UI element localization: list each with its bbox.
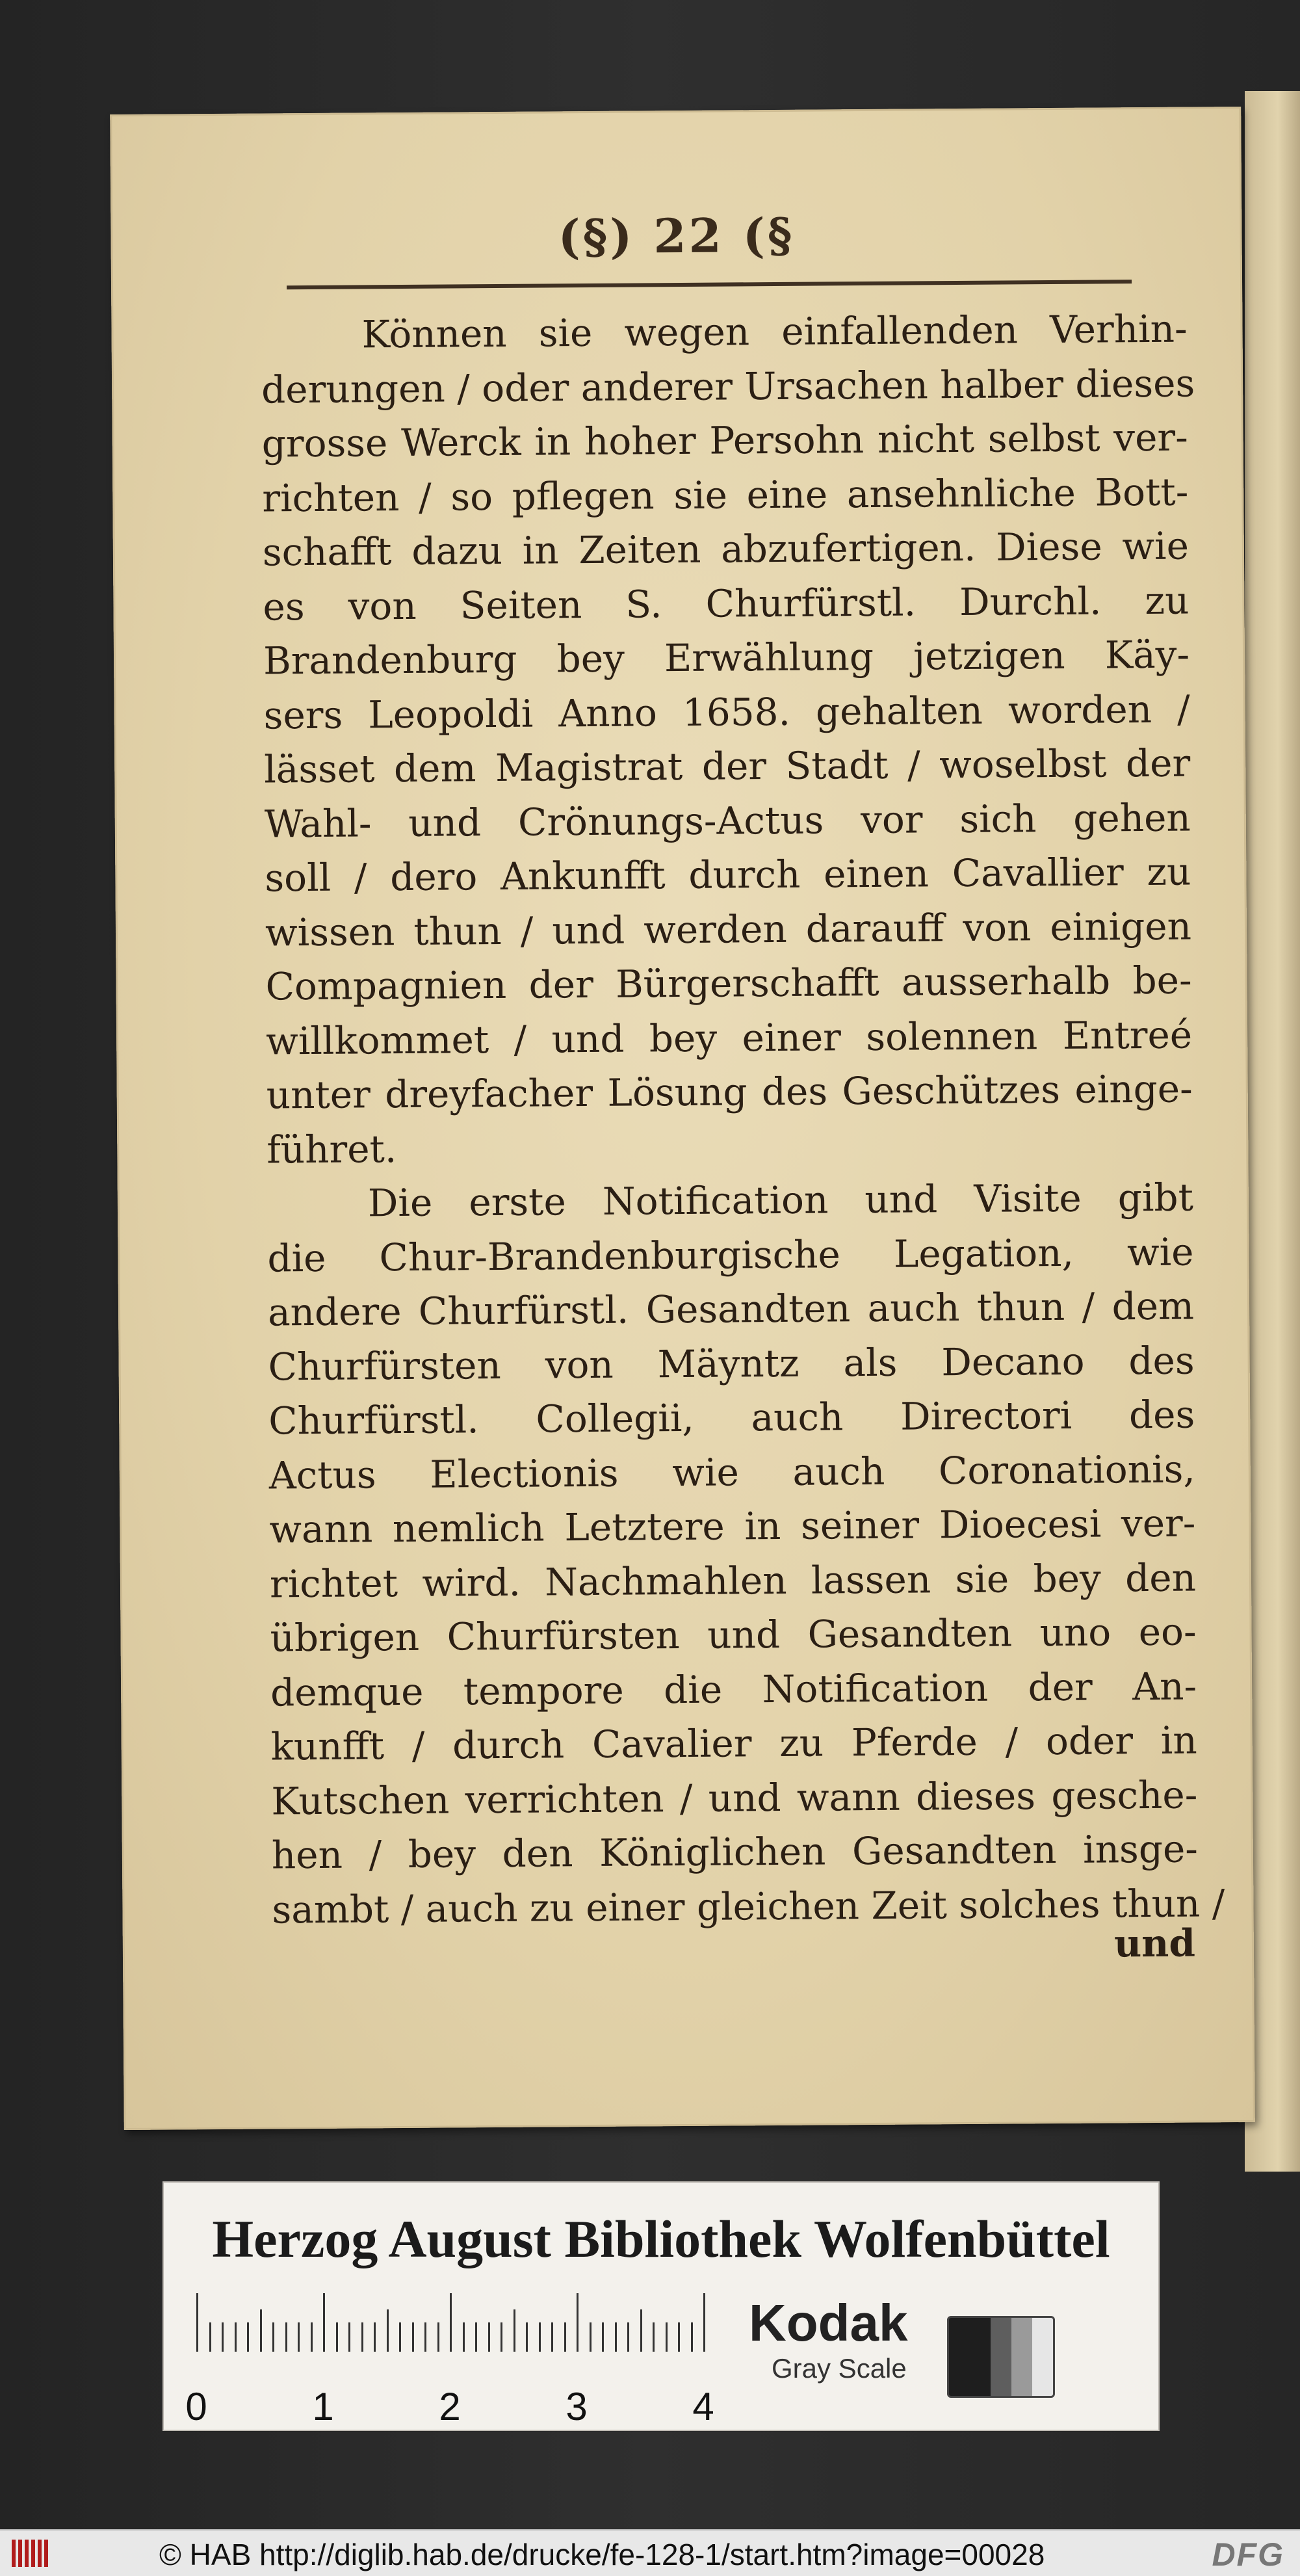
ruler-tick <box>640 2309 642 2352</box>
ruler-tick <box>475 2322 477 2352</box>
ruler-number: 0 <box>185 2385 207 2428</box>
card-title: Herzog August Bibliothek Wolfenbüttel <box>212 2209 1110 2268</box>
ruler-tick <box>298 2322 300 2352</box>
gray-scale-label: Gray Scale <box>772 2353 907 2384</box>
text-line: grosse Werck in hoher Persohn nicht selbst ver- <box>261 415 1188 466</box>
ruler-tick <box>539 2322 541 2352</box>
ruler-tick <box>450 2293 452 2352</box>
text-line: Churfürstl. Collegii, auch Directori des <box>268 1392 1195 1443</box>
text-line: richten / so pflegen sie eine ansehnliche Bott- <box>262 469 1189 520</box>
text-line: schafft dazu in Zeiten abzufertigen. Diese wie <box>262 523 1190 575</box>
ruler-tick <box>247 2322 249 2352</box>
ruler-tick <box>323 2293 325 2352</box>
header-rule <box>287 280 1132 289</box>
ruler-tick <box>336 2322 338 2352</box>
text-line: Wahl- und Crönungs-Actus vor sich gehen <box>264 795 1191 846</box>
text-line: die Chur-Brandenburgische Legation, wie <box>267 1229 1194 1280</box>
footer-copyright-link[interactable]: © HAB http://diglib.hab.de/drucke/fe-128-1/start.htm?image=00028 <box>159 2538 1045 2571</box>
ruler-number: 1 <box>312 2385 334 2428</box>
ruler-tick <box>222 2322 224 2352</box>
text-line: sers Leopoldi Anno 1658. gehalten worden / <box>263 687 1190 737</box>
text-line: führet. <box>266 1126 397 1172</box>
ruler-tick <box>437 2322 439 2352</box>
ruler-number: 4 <box>692 2385 714 2428</box>
color-calibration-card <box>162 2181 1160 2431</box>
ruler-tick <box>463 2322 465 2352</box>
ruler-tick <box>564 2322 566 2352</box>
ruler-tick <box>577 2293 578 2352</box>
ruler-tick <box>348 2322 350 2352</box>
ruler-tick <box>627 2322 629 2352</box>
ruler-tick <box>272 2322 274 2352</box>
ruler-tick <box>500 2322 502 2352</box>
ruler-tick <box>387 2309 389 2352</box>
text-line: andere Churfürstl. Gesandten auch thun / dem <box>267 1283 1195 1335</box>
book-page <box>110 107 1255 2130</box>
page-header: (§) 22 (§ <box>558 207 795 265</box>
catchword: und <box>1113 1921 1196 1966</box>
ruler-tick <box>311 2322 313 2352</box>
gray-scale-swatch <box>947 2316 1055 2398</box>
ruler-tick <box>488 2322 490 2352</box>
ruler-tick <box>260 2309 262 2352</box>
ruler-tick <box>285 2322 287 2352</box>
text-line: Können sie wegen einfallenden Verhin- <box>361 306 1188 357</box>
text-line: richtet wird. Nachmahlen lassen sie bey den <box>269 1555 1197 1606</box>
ruler-tick <box>209 2322 211 2352</box>
hab-logo-icon <box>12 2540 51 2567</box>
ruler-tick <box>602 2322 604 2352</box>
text-line: willkommet / und bey einer solennen Entreé <box>265 1012 1193 1063</box>
ruler-tick <box>551 2322 553 2352</box>
text-line: wissen thun / und werden darauff von einigen <box>265 904 1192 954</box>
ruler-tick <box>653 2322 655 2352</box>
scale-ruler <box>196 2293 710 2352</box>
ruler-tick <box>590 2322 592 2352</box>
dfg-logo: DFG <box>1212 2536 1284 2573</box>
ruler-tick <box>412 2322 414 2352</box>
ruler-tick <box>196 2293 198 2352</box>
ruler-tick <box>703 2293 705 2352</box>
ruler-tick <box>514 2309 515 2352</box>
ruler-tick <box>691 2322 693 2352</box>
kodak-logo: Kodak <box>749 2294 908 2352</box>
text-line: Churfürsten von Mäyntz als Decano des <box>268 1338 1195 1389</box>
text-line: kunfft / durch Cavalier zu Pferde / oder in <box>270 1718 1197 1769</box>
ruler-tick <box>615 2322 617 2352</box>
page-text <box>261 302 1225 1938</box>
text-line: es von Seiten S. Churfürstl. Durchl. zu <box>263 578 1190 629</box>
text-line: Actus Electionis wie auch Coronationis, <box>268 1447 1196 1497</box>
text-line: Kutschen verrichten / und wann dieses gesche- <box>271 1772 1198 1823</box>
ruler-tick <box>424 2322 426 2352</box>
ruler-number: 3 <box>566 2385 588 2428</box>
text-line: wann nemlich Letztere in seiner Dioecesi ver- <box>269 1501 1196 1552</box>
text-line: sambt / auch zu einer gleichen Zeit solches thun / <box>272 1880 1225 1932</box>
ruler-tick <box>678 2322 680 2352</box>
text-line: hen / bey den Königlichen Gesandten insge- <box>271 1826 1199 1878</box>
text-line: übrigen Churfürsten und Gesandten uno eo- <box>270 1609 1197 1661</box>
text-line: Compagnien der Bürgerschafft ausserhalb be- <box>265 958 1192 1009</box>
text-line: demque tempore die Notification der An- <box>270 1663 1197 1715</box>
text-line: unter dreyfacher Lösung des Geschützes einge- <box>266 1066 1193 1118</box>
ruler-tick <box>361 2322 363 2352</box>
ruler-tick <box>666 2322 668 2352</box>
ruler-tick <box>526 2322 528 2352</box>
ruler-tick <box>374 2322 376 2352</box>
ruler-tick <box>235 2322 237 2352</box>
ruler-number: 2 <box>439 2385 461 2428</box>
text-line: Brandenburg bey Erwählung jetzigen Käy- <box>263 632 1190 683</box>
text-line: soll / dero Ankunfft durch einen Cavallier zu <box>265 849 1191 900</box>
text-line: lässet dem Magistrat der Stadt / woselbst der <box>264 741 1191 792</box>
footer-bar <box>0 2529 1300 2576</box>
text-line: derungen / oder anderer Ursachen halber dieses <box>261 360 1195 412</box>
ruler-tick <box>399 2322 401 2352</box>
text-line: Die erste Notification und Visite gibt <box>367 1175 1194 1226</box>
